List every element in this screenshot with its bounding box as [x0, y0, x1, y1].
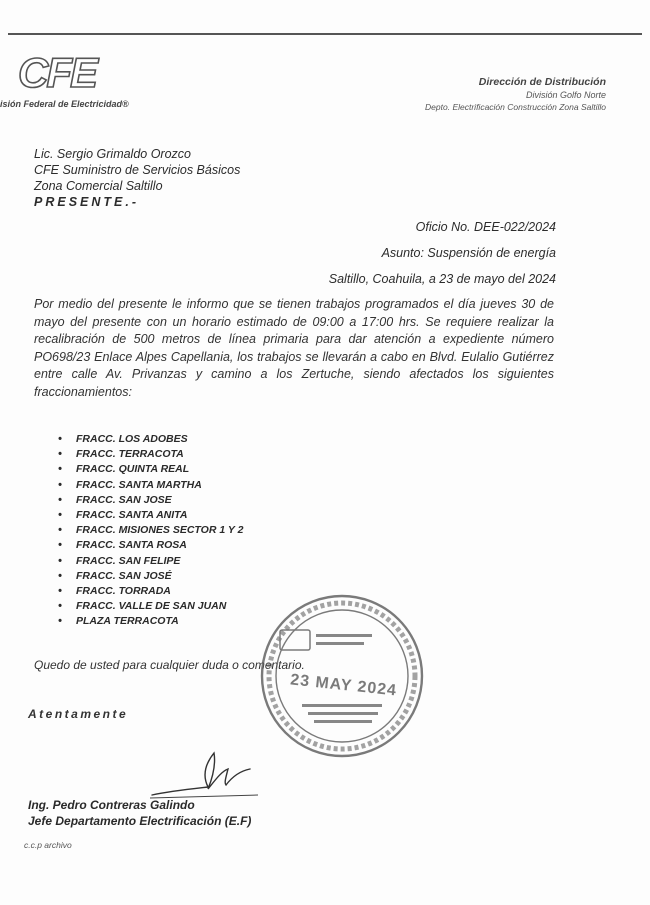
- list-item: • FRACC. SAN FELIPE: [58, 554, 243, 569]
- header-dept: Depto. Electrificación Construcción Zona Saltillo: [425, 102, 606, 112]
- list-item: • FRACC. SANTA ANITA: [58, 508, 243, 523]
- signer-block: [28, 797, 251, 829]
- recipient-name: Lic. Sergio Grimaldo Orozco: [34, 147, 192, 161]
- list-item: • FRACC. MISIONES SECTOR 1 Y 2: [58, 523, 243, 538]
- body-paragraph: Por medio del presente le informo que se tienen trabajos programados el día jueves 30 de mayo del presente con un horario estimado de 09:00 a 17:00 hrs. Se requiere realizar la recalibración de 500 metros de línea primaria para dar atención a expediente número PO698/23 Enlace Alpes Capellania, los trabajos se llevarán a cabo en Blvd. Eulalio Gutiérrez entre calle Av. Privanzas y camino a los Zertuche, siendo afectados los siguientes fraccionamientos:: [34, 297, 554, 399]
- presente: PRESENTE.-: [34, 195, 140, 209]
- list-item: • FRACC. TORRADA: [58, 584, 243, 599]
- list-item: • FRACC. SAN JOSE: [58, 493, 243, 508]
- ccp-note: c.c.p archivo: [24, 840, 72, 850]
- cfe-logo: CFE: [18, 49, 96, 96]
- asunto: Asunto: Suspensión de energía: [381, 246, 556, 260]
- list-item: • PLAZA TERRACOTA: [58, 614, 243, 629]
- recipient-block: [34, 146, 240, 210]
- list-item: • FRACC. QUINTA REAL: [58, 462, 243, 477]
- logo-subtitle: isión Federal de Electricidad®: [0, 99, 129, 109]
- list-item: • FRACC. SAN JOSÉ: [58, 569, 243, 584]
- atentamente: Atentamente: [28, 707, 129, 721]
- date-line: Saltillo, Coahuila, a 23 de mayo del 2024: [328, 272, 556, 286]
- oficio-number: Oficio No. DEE-022/2024: [415, 220, 556, 234]
- list-item: • FRACC. SANTA MARTHA: [58, 478, 243, 493]
- reference-block: [329, 214, 556, 292]
- recipient-zone: Zona Comercial Saltillo: [34, 179, 163, 193]
- received-stamp-icon: [258, 592, 426, 760]
- closing-line: Quedo de usted para cualquier duda o comentario.: [34, 658, 305, 672]
- signature-icon: [150, 745, 260, 805]
- header-direction: Dirección de Distribución: [478, 76, 606, 88]
- list-item: • FRACC. SANTA ROSA: [58, 538, 243, 553]
- signer-title: Jefe Departamento Electrificación (E.F): [28, 814, 252, 828]
- top-rule: [8, 33, 642, 35]
- header-division: División Golfo Norte: [525, 90, 606, 100]
- recipient-org: CFE Suministro de Servicios Básicos: [34, 163, 241, 177]
- stamp-date: 23 MAY 2024: [289, 671, 398, 700]
- list-item: • FRACC. LOS ADOBES: [58, 432, 243, 447]
- list-item: • FRACC. TERRACOTA: [58, 447, 243, 462]
- fraccionamientos-list: [58, 432, 243, 630]
- signer-name: Ing. Pedro Contreras Galindo: [28, 798, 195, 812]
- header-department: [425, 76, 606, 112]
- list-item: • FRACC. VALLE DE SAN JUAN: [58, 599, 243, 614]
